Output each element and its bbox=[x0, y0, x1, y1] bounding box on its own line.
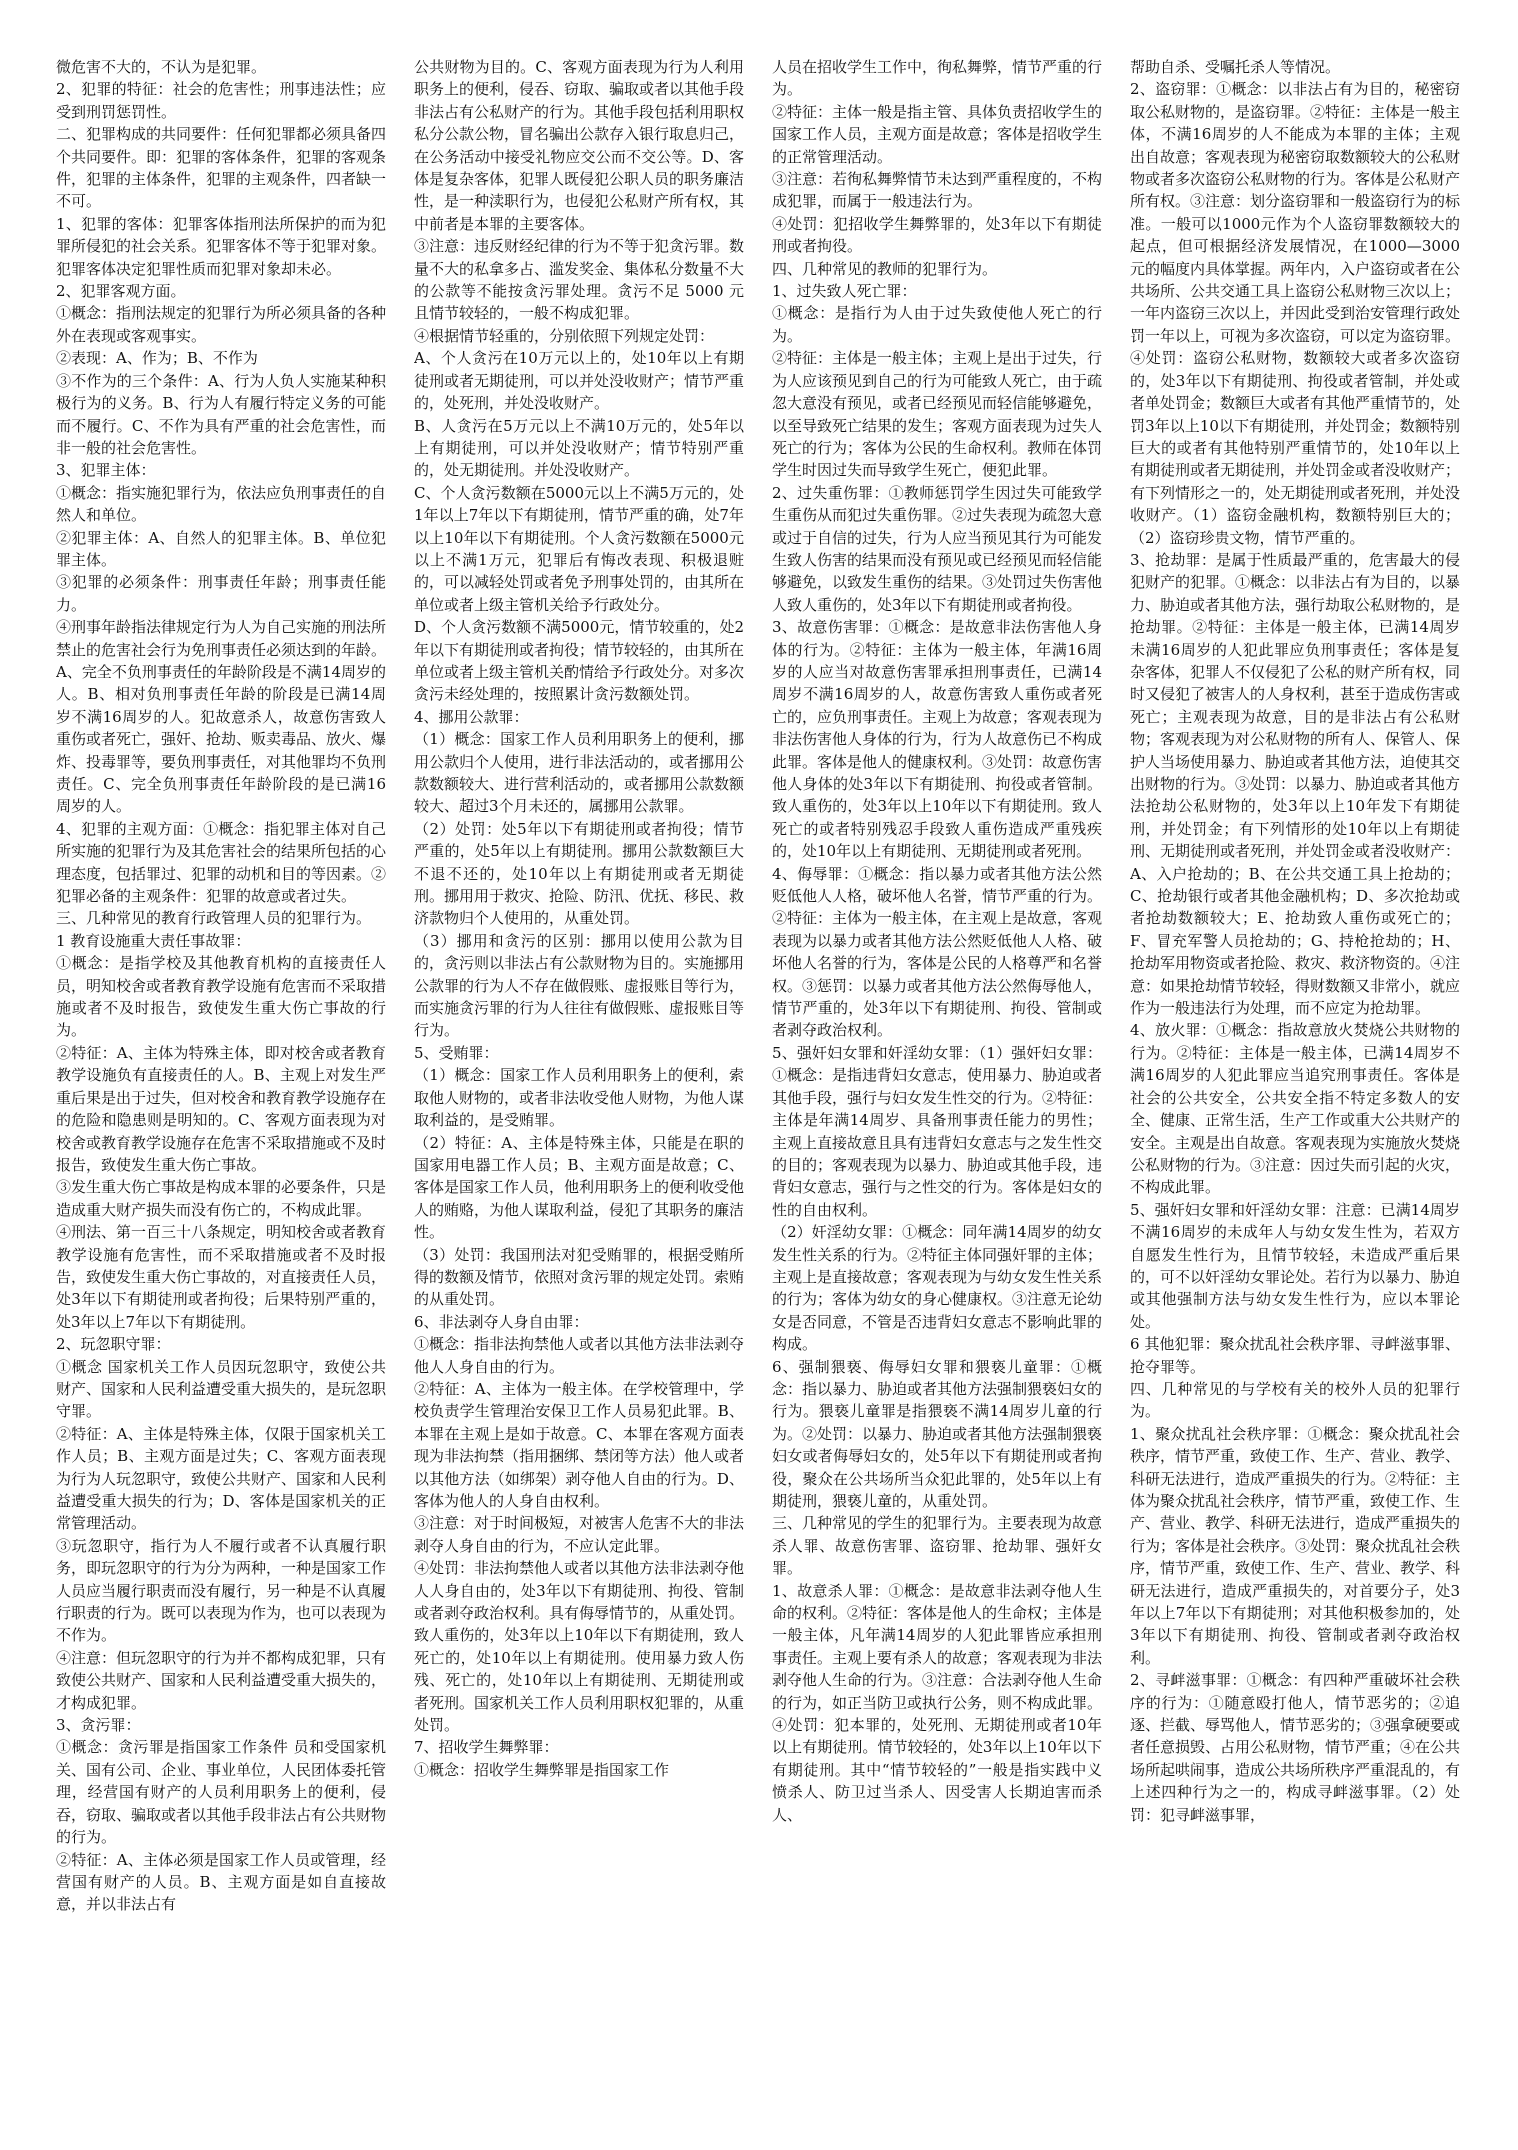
paragraph: 1、犯罪的客体：犯罪客体指刑法所保护的而为犯罪所侵犯的社会关系。犯罪客体不等于犯罪对象。犯罪客体决定犯罪性质而犯罪对象却未必。 bbox=[56, 214, 386, 278]
paragraph: 2、寻衅滋事罪：①概念：有四种严重破坏社会秩序的行为：①随意殴打他人，情节恶劣的；②追逐、拦截、辱骂他人，情节恶劣的；③强拿硬要或者任意损毁、占用公私财物，情节严重；④在公共场所起哄闹事，造成公共场所秩序严重混乱的，有上述四种行为之一的，构成寻衅滋事罪。（2）处罚：犯寻衅滋事罪， bbox=[1130, 1671, 1460, 1824]
paragraph: 3、故意伤害罪：①概念：是故意非法伤害他人身体的行为。②特征：主体为一般主体，年满16周岁的人应当对故意伤害罪承担刑事责任，已满14周岁不满16周岁的人，故意伤害致人重伤或者死亡的，应负刑事责任。主观上为故意；客观表现为非法伤害他人身体的行为，行为人故意伤已不构成此罪。客体是他人的健康权利。③处罚：故意伤害他人身体的处3年以下有期徒刑、拘役或者管制。致人重伤的，处3年以上10年以下有期徒刑。致人死亡的或者特别残忍手段致人重伤造成严重残疾的，处10年以上有期徒刑、无期徒刑或者死刑。 bbox=[772, 618, 1102, 861]
paragraph: ③玩忽职守，指行为人不履行或者不认真履行职务，即玩忽职守的行为分为两种，一种是国家工作人员应当履行职责而没有履行，另一种是不认真履行职责的行为。既可以表现为作为，也可以表现为不作为。 bbox=[56, 1536, 386, 1645]
paragraph: ②犯罪主体：A、自然人的犯罪主体。B、单位犯罪主体。 bbox=[56, 528, 386, 569]
paragraph: 5、强奸妇女罪和奸淫幼女罪：注意：已满14周岁不满16周岁的未成年人与幼女发生性为，若双方自愿发生性行为，且情节较轻，未造成严重后果的，可不以奸淫幼女罪论处。若行为以暴力、胁迫或其他强制方法与幼女发生性行为，应以本罪论处。 bbox=[1130, 1200, 1460, 1331]
paragraph: 3、贪污罪： bbox=[56, 1716, 141, 1735]
paragraph: 6、强制猥亵、侮辱妇女罪和猥亵儿童罪：①概念：指以暴力、胁迫或者其他方法强制猥亵妇女的行为。猥亵儿童罪是指猥亵不满14周岁儿童的行为。②处罚：以暴力、胁迫或者其他方法强制猥亵妇女或者侮辱妇女的，处5年以下有期徒刑或者拘役，聚众在公共场所当众犯此罪的，处5年以上有期徒刑，猥亵儿童的，从重处罚。 bbox=[772, 1357, 1102, 1510]
paragraph: 三、几种常见的教育行政管理人员的犯罪行为。 bbox=[56, 909, 372, 928]
paragraph: ①概念：指刑法规定的犯罪行为所必须具备的各种外在表现或客观事实。 bbox=[56, 304, 386, 345]
paragraph: 人员在招收学生工作中，徇私舞弊，情节严重的行为。 bbox=[772, 58, 1102, 99]
paragraph: 1、故意杀人罪：①概念：是故意非法剥夺他人生命的权利。②特征：客体是他人的生命权；主体是一般主体，凡年满14周岁的人犯此罪皆应承担刑事责任。主观上要有杀人的故意；客观表现为非法剥夺他人生命的行为。③注意：合法剥夺他人生命的行为，如正当防卫或执行公务，则不构成此罪。④处罚：犯本罪的，处死刑、无期徒刑或者10年以上有期徒刑。情节较轻的，处3年以上10年以下有期徒刑。其中“情节较轻的”一般是指实践中义愤杀人、防卫过当杀人、因受害人长期迫害而杀人、 bbox=[772, 1581, 1102, 1824]
paragraph: ①概念：指非法拘禁他人或者以其他方法非法剥夺他人人身自由的行为。 bbox=[414, 1335, 744, 1376]
paragraph: 帮助自杀、受嘱托杀人等情况。 bbox=[1130, 58, 1341, 76]
paragraph: ④处罚：非法拘禁他人或者以其他方法非法剥夺他人人身自由的，处3年以下有期徒刑、拘役、管制或者剥夺政治权利。具有侮辱情节的，从重处罚。致人重伤的，处3年以上10年以下有期徒刑，致人死亡的，处10年以上有期徒刑。使用暴力致人伤残、死亡的，处10年以上有期徒刑、无期徒刑或者死刑。国家机关工作人员利用职权犯罪的，从重处罚。 bbox=[414, 1559, 744, 1735]
paragraph: （2）奸淫幼女罪：①概念：同年满14周岁的幼女发生性关系的行为。②特征主体同强奸罪的主体；主观上是直接故意；客观表现为与幼女发生性关系的行为；客体为幼女的身心健康权。③注意无论幼女是否同意，不管是否违背妇女意志不影响此罪的构成。 bbox=[772, 1223, 1102, 1354]
paragraph: 6 其他犯罪：聚众扰乱社会秩序罪、寻衅滋事罪、抢夺罪等。 bbox=[1130, 1335, 1460, 1376]
paragraph: ②特征：A、主体是特殊主体，仅限于国家机关工作人员；B、主观方面是过失；C、客观方面表现为行为人玩忽职守，致使公共财产、国家和人民利益遭受重大损失的行为；D、客体是国家机关的正常管理活动。 bbox=[56, 1424, 386, 1533]
paragraph: 4、犯罪的主观方面：①概念：指犯罪主体对自己所实施的犯罪行为及其危害社会的结果所包括的心理态度，包括罪过、犯罪的动机和目的等因素。②犯罪必备的主观条件：犯罪的故意或者过失。 bbox=[56, 819, 386, 906]
text-column-3 bbox=[772, 56, 1102, 2106]
paragraph: 2、犯罪的特征：社会的危害性；刑事违法性；应受到刑罚惩罚性。 bbox=[56, 80, 386, 121]
paragraph: A、个人贪污在10万元以上的，处10年以上有期徒刑或者无期徒刑，可以并处没收财产；情节严重的，处死刑，并处没收财产。 bbox=[414, 349, 744, 413]
paragraph: ④注意：但玩忽职守的行为并不都构成犯罪，只有致使公共财产、国家和人民利益遭受重大损失的，才构成犯罪。 bbox=[56, 1648, 386, 1712]
paragraph: 2、盗窃罪：①概念：以非法占有为目的，秘密窃取公私财物的，是盗窃罪。②特征：主体是一般主体，不满16周岁的人不能成为本罪的主体；主观出自故意；客观表现为秘密窃取数额较大的公私财物或者多次盗窃公私财物的行为。客体是公私财产所有权。③注意：划分盗窃罪和一般盗窃行为的标准。一般可以1000元作为个人盗窃罪数额较大的起点，但可根据经济发展情况，在1000—3000元的幅度内具体掌握。两年内，入户盗窃或者在公共场所、公共交通工具上盗窃公私财物三次以上；一年内盗窃三次以上，并因此受到治安管理行政处罚一年以上，可视为多次盗窃，可以定为盗窃罪。④处罚：盗窃公私财物，数额较大或者多次盗窃的，处3年以下有期徒刑、拘役或者管制，并处或者单处罚金；数额巨大或者有其他严重情节的，处罚3年以上10以下有期徒刑，并处罚金；数额特别巨大的或者有其他特别严重情节的，处10年以上有期徒刑或者无期徒刑，并处罚金或者没收财产；有下列情形之一的，处无期徒刑或者死刑，并处没收财产。（1）盗窃金融机构，数额特别巨大的；（2）盗窃珍贵文物，情节严重的。 bbox=[1130, 80, 1460, 547]
paragraph: ③注意：违反财经纪律的行为不等于犯贪污罪。数量不大的私拿多占、滥发奖金、集体私分数量不大的公款等不能按贪污罪处理。贪污不足 5000 元且情节较轻的，一般不构成犯罪。 bbox=[414, 237, 744, 323]
paragraph: 5、强奸妇女罪和奸淫幼女罪：（1）强奸妇女罪：①概念：是指违背妇女意志，使用暴力、胁迫或者其他手段，强行与妇女发生性交的行为。②特征：主体是年满14周岁、具备刑事责任能力的男性；主观上直接故意且具有违背妇女意志与之发生性交的目的；客观表现为以暴力、胁迫或其他手段，违背妇女意志，强行与之性交的行为。客体是妇女的性的自由权利。 bbox=[772, 1043, 1102, 1219]
paragraph: （3）处罚：我国刑法对犯受贿罪的，根据受贿所得的数额及情节，依照对贪污罪的规定处罚。索贿的从重处罚。 bbox=[414, 1245, 744, 1309]
paragraph: ①概念：招收学生舞弊罪是指国家工作 bbox=[414, 1760, 670, 1779]
paragraph: 4、挪用公款罪： bbox=[414, 707, 529, 726]
paragraph: （3）挪用和贪污的区别：挪用以使用公款为目的，贪污则以非法占有公款财物为目的。实施挪用公款罪的行为人不存在做假账、虚报账目等行为，而实施贪污罪的行为人往往有做假账、虚报账目等行为。 bbox=[414, 931, 744, 1040]
text-column-2 bbox=[414, 56, 744, 2106]
paragraph: B、人贪污在5万元以上不满10万元的，处5年以上有期徒刑，可以并处没收财产；情节特别严重的，处无期徒刑。并处没收财产。 bbox=[414, 416, 744, 480]
paragraph: ①概念：是指学校及其他教育机构的直接责任人员，明知校舍或者教育教学设施有危害而不采取措施或者不及时报告，致使发生重大伤亡事故的行为。 bbox=[56, 954, 386, 1040]
paragraph: （1）概念：国家工作人员利用职务上的便利，挪用公款归个人使用，进行非法活动的，或者挪用公款数额较大、进行营利活动的，或者挪用公款数额较大、超过3个月未还的，属挪用公款罪。 bbox=[414, 730, 744, 816]
text-column-1 bbox=[56, 56, 386, 2106]
paragraph: ②特征：主体一般是指主管、具体负责招收学生的国家工作人员，主观方面是故意；客体是招收学生的正常管理活动。 bbox=[772, 102, 1102, 166]
paragraph: 二、犯罪构成的共同要件：任何犯罪都必须具备四个共同要件。即：犯罪的客体条件，犯罪的客观条件，犯罪的主体条件，犯罪的主观条件，四者缺一不可。 bbox=[56, 125, 386, 211]
paragraph: 4、放火罪：①概念：指故意放火焚烧公共财物的行为。②特征：主体是一般主体，已满14周岁不满16周岁的人犯此罪应当追究刑事责任。客体是社会的公共安全，公共安全指不特定多数人的安全、健康、正常生活，生产工作或重大公共财产的安全。主观是出自故意。客观表现为实施放火焚烧公私财物的行为。③注意：因过失而引起的火灾，不构成此罪。 bbox=[1130, 1021, 1460, 1197]
paragraph: ②特征：主体是一般主体；主观上是出于过失，行为人应该预见到自己的行为可能致人死亡，由于疏忽大意没有预见，或者已经预见而轻信能够避免，以至导致死亡结果的发生；客观方面表现为过失人死亡的行为；客体为公民的生命权利。教师在体罚学生时因过失而导致学生死亡，便犯此罪。 bbox=[772, 349, 1102, 480]
paragraph: 微危害不大的，不认为是犯罪。 bbox=[56, 58, 267, 76]
paragraph: 公共财物为目的。C、客观方面表现为行为人利用职务上的便利，侵吞、窃取、骗取或者以其他手段非法占有公私财产的行为。其他手段包括利用职权私分公款公物，冒名骗出公款存入银行取息归己，在公务活动中接受礼物应交公而不交公等。D、客体是复杂客体，犯罪人既侵犯公职人员的职务廉洁性，是一种渎职行为，也侵犯公私财产所有权，其中前者是本罪的主要客体。 bbox=[414, 58, 744, 233]
paragraph: ④处罚：犯招收学生舞弊罪的，处3年以下有期徒刑或者拘役。 bbox=[772, 214, 1102, 256]
paragraph: ③注意：对于时间极短，对被害人危害不大的非法剥夺人身自由的行为，不应认定此罪。 bbox=[414, 1514, 744, 1555]
paragraph: ①概念：贪污罪是指国家工作条件 员和受国家机关、国有公司、企业、事业单位，人民团体委托管理，经营国有财产的人员利用职务上的便利，侵吞，窃取、骗取或者以其他手段非法占有公共财物的行为。 bbox=[56, 1738, 386, 1847]
paragraph: C、个人贪污数额在5000元以上不满5万元的，处1年以上7年以下有期徒刑，情节严重的确，处7年以上10年以下有期徒刑。个人贪污数额在5000元以上不满1万元，犯罪后有悔改表现、积极退赃的，可以减轻处罚或者免予刑事处罚的，由其所在单位或者上级主管机关给予行政处分。 bbox=[414, 483, 744, 614]
paragraph: ③犯罪的必须条件：刑事责任年龄；刑事责任能力。 bbox=[56, 573, 386, 614]
paragraph: ④刑法、第一百三十八条规定，明知校舍或者教育教学设施有危害性，而不采取措施或者不及时报告，致使发生重大伤亡事故的，对直接责任人员，处3年以下有期徒刑或者拘役；后果特别严重的，处3年以上7年以下有期徒刑。 bbox=[56, 1223, 386, 1331]
paragraph: ①概念 国家机关工作人员因玩忽职守，致使公共财产、国家和人民利益遭受重大损失的，是玩忽职守罪。 bbox=[56, 1357, 386, 1421]
paragraph: 3、犯罪主体： bbox=[56, 461, 156, 480]
paragraph: 1、聚众扰乱社会秩序罪：①概念：聚众扰乱社会秩序，情节严重，致使工作、生产、营业、教学、科研无法进行，造成严重损失的行为。②特征：主体为聚众扰乱社会秩序，情节严重，致使工作、生产、营业、教学、科研无法进行，造成严重损失的行为；客体是社会秩序。③处罚：聚众扰乱社会秩序，情节严重，致使工作、生产、营业、教学、科研无法进行，造成严重损失的，对首要分子，处3年以上7年以下有期徒刑；对其他积极参加的，处3年以下有期徒刑、拘役、管制或者剥夺政治权利。 bbox=[1130, 1424, 1460, 1667]
document-page bbox=[56, 56, 1460, 2106]
paragraph: 3、抢劫罪：是属于性质最严重的，危害最大的侵犯财产的犯罪。①概念：以非法占有为目的，以暴力、胁迫或者其他方法，强行劫取公私财物的，是抢劫罪。②特征：主体是一般主体，已满14周岁未满16周岁的人犯此罪应负刑事责任；客体是复杂客体，犯罪人不仅侵犯了公私的财产所有权，同时又侵犯了被害人的人身权利，甚至于造成伤害或死亡；主观表现为故意，目的是非法占有公私财物；客观表现为对公私财物的所有人、保管人、保护人当场使用暴力、胁迫或者其他方法，迫使其交出财物的行为。③处罚：以暴力、胁迫或者其他方法抢劫公私财物的，处3年以上10年发下有期徒刑，并处罚金；有下列情形的处10年以上有期徒刑、无期徒刑或者死刑，并处罚金或者没收财产：A、入户抢劫的；B、在公共交通工具上抢劫的；C、抢劫银行或者其他金融机构；D、多次抢劫或者抢劫数额较大；E、抢劫致人重伤或死亡的；F、冒充军警人员抢劫的；G、持枪抢劫的；H、抢劫军用物资或者抢险、救灾、救济物资的。④注意：如果抢劫情节较轻，得财数额又非常小，就应作为一般违法行为处理，而不应定为抢劫罪。 bbox=[1130, 550, 1460, 1018]
paragraph: 4、侮辱罪：①概念：指以暴力或者其他方法公然贬低他人人格，破坏他人名誉，情节严重的行为。②特征：主体为一般主体，在主观上是故意，客观表现为以暴力或者其他方法公然贬低他人人格、破坏他人名誉的行为，客体是公民的人格尊严和名誉权。③惩罚：以暴力或者其他方法公然侮辱他人，情节严重的，处3年以下有期徒刑、拘役、管制或者剥夺政治权利。 bbox=[772, 864, 1102, 1040]
paragraph: 四、几种常见的与学校有关的校外人员的犯罪行为。 bbox=[1130, 1379, 1460, 1421]
paragraph: D、个人贪污数额不满5000元，情节较重的，处2年以下有期徒刑或者拘役；情节较轻的，由其所在单位或者上级主管机关酌情给予行政处分。对多次贪污未经处理的，按照累计贪污数额处罚。 bbox=[414, 618, 744, 704]
paragraph: ④根据情节轻重的，分别依照下列规定处罚： bbox=[414, 326, 715, 345]
paragraph: ③不作为的三个条件：A、行为人负人实施某种积极行为的义务。B、行为人有履行特定义务的可能而不履行。C、不作为具有严重的社会危害性，而非一般的社会危害性。 bbox=[56, 371, 386, 457]
paragraph: ②特征：A、主体必须是国家工作人员或管理，经营国有财产的人员。B、主观方面是如自直接故意，并以非法占有 bbox=[56, 1850, 386, 1914]
paragraph: ①概念：是指行为人由于过失致使他人死亡的行为。 bbox=[772, 304, 1102, 345]
paragraph: ①概念：指实施犯罪行为，依法应负刑事责任的自然人和单位。 bbox=[56, 483, 386, 525]
paragraph: 1 教育设施重大责任事故罪： bbox=[56, 931, 251, 950]
paragraph: 三、几种常见的学生的犯罪行为。主要表现为故意杀人罪、故意伤害罪、盗窃罪、抢劫罪、强奸女罪。 bbox=[772, 1514, 1102, 1578]
paragraph: 5、受贿罪： bbox=[414, 1043, 499, 1062]
paragraph: ④刑事年龄指法律规定行为人为自己实施的刑法所禁止的危害社会行为免刑事责任必须达到的年龄。A、完全不负刑事责任的年龄阶段是不满14周岁的人。B、相对负刑事责任年龄的阶段是已满14周岁不满16周岁的人。犯故意杀人，故意伤害致人重伤或者死亡，强奸、抢劫、贩卖毒品、放火、爆炸、投毒罪等，要负刑事责任，对其他罪均不负刑责任。C、完全负刑事责任年龄阶段的是已满16周岁的人。 bbox=[56, 618, 386, 816]
paragraph: （2）特征：A、主体是特殊主体，只能是在职的国家用电器工作人员；B、主观方面是故意；C、客体是国家工作人员，他利用职务上的便利收受他人的贿赂，为他人谋取利益，侵犯了其职务的廉洁性。 bbox=[414, 1133, 744, 1242]
paragraph: ②表现：A、作为；B、不作为 bbox=[56, 349, 258, 368]
paragraph: （2）处罚：处5年以下有期徒刑或者拘役；情节严重的，处5年以上有期徒刑。挪用公款数额巨大不退不还的，处10年以上有期徒刑或者无期徒刑。挪用用于救灾、抢险、防汛、优抚、移民、救济款物归个人使用的，从重处罚。 bbox=[414, 819, 744, 928]
paragraph: 2、过失重伤罪：①教师惩罚学生因过失可能致学生重伤从而犯过失重伤罪。②过失表现为疏忽大意或过于自信的过失，行为人应当预见其行为可能发生致人伤害的结果而没有预见或已经预见而轻信能够避免，以致发生重伤的结果。③处罚过失伤害他人致人重伤的，处3年以下有期徒刑或者拘役。 bbox=[772, 483, 1102, 614]
text-column-4 bbox=[1130, 56, 1460, 2106]
paragraph: ②特征：A、主体为特殊主体，即对校舍或者教育教学设施负有直接责任的人。B、主观上对发生严重后果是出于过失，但对校舍和教育教学设施存在的危险和隐患则是明知的。C、客观方面表现为对校舍或教育教学设施存在危害不采取措施或不及时报告，致使发生重大伤亡事故。 bbox=[56, 1043, 386, 1174]
paragraph: ③发生重大伤亡事故是构成本罪的必要条件，只是造成重大财产损失而没有伤亡的，不构成此罪。 bbox=[56, 1178, 386, 1219]
paragraph: 四、几种常见的教师的犯罪行为。 bbox=[772, 259, 998, 278]
paragraph: 2、犯罪客观方面。 bbox=[56, 282, 186, 301]
paragraph: 1、过失致人死亡罪： bbox=[772, 282, 917, 301]
paragraph: ③注意：若徇私舞弊情节未达到严重程度的，不构成犯罪，而属于一般违法行为。 bbox=[772, 170, 1102, 211]
paragraph: ②特征：A、主体为一般主体。在学校管理中，学校负责学生管理治安保卫工作人员易犯此罪。B、本罪在主观上是如于故意。C、本罪在客观方面表现为非法拘禁（指用捆绑、禁闭等方法）他人或者以其他方法（如绑架）剥夺他人自由的行为。D、客体为他人的人身自由权利。 bbox=[414, 1379, 744, 1510]
paragraph: （1）概念：国家工作人员利用职务上的便利，索取他人财物的，或者非法收受他人财物，为他人谋取利益的，是受贿罪。 bbox=[414, 1066, 744, 1130]
paragraph: 2、玩忽职守罪： bbox=[56, 1335, 171, 1354]
paragraph: 6、非法剥夺人身自由罪： bbox=[414, 1312, 589, 1331]
paragraph: 7、招收学生舞弊罪： bbox=[414, 1738, 559, 1757]
